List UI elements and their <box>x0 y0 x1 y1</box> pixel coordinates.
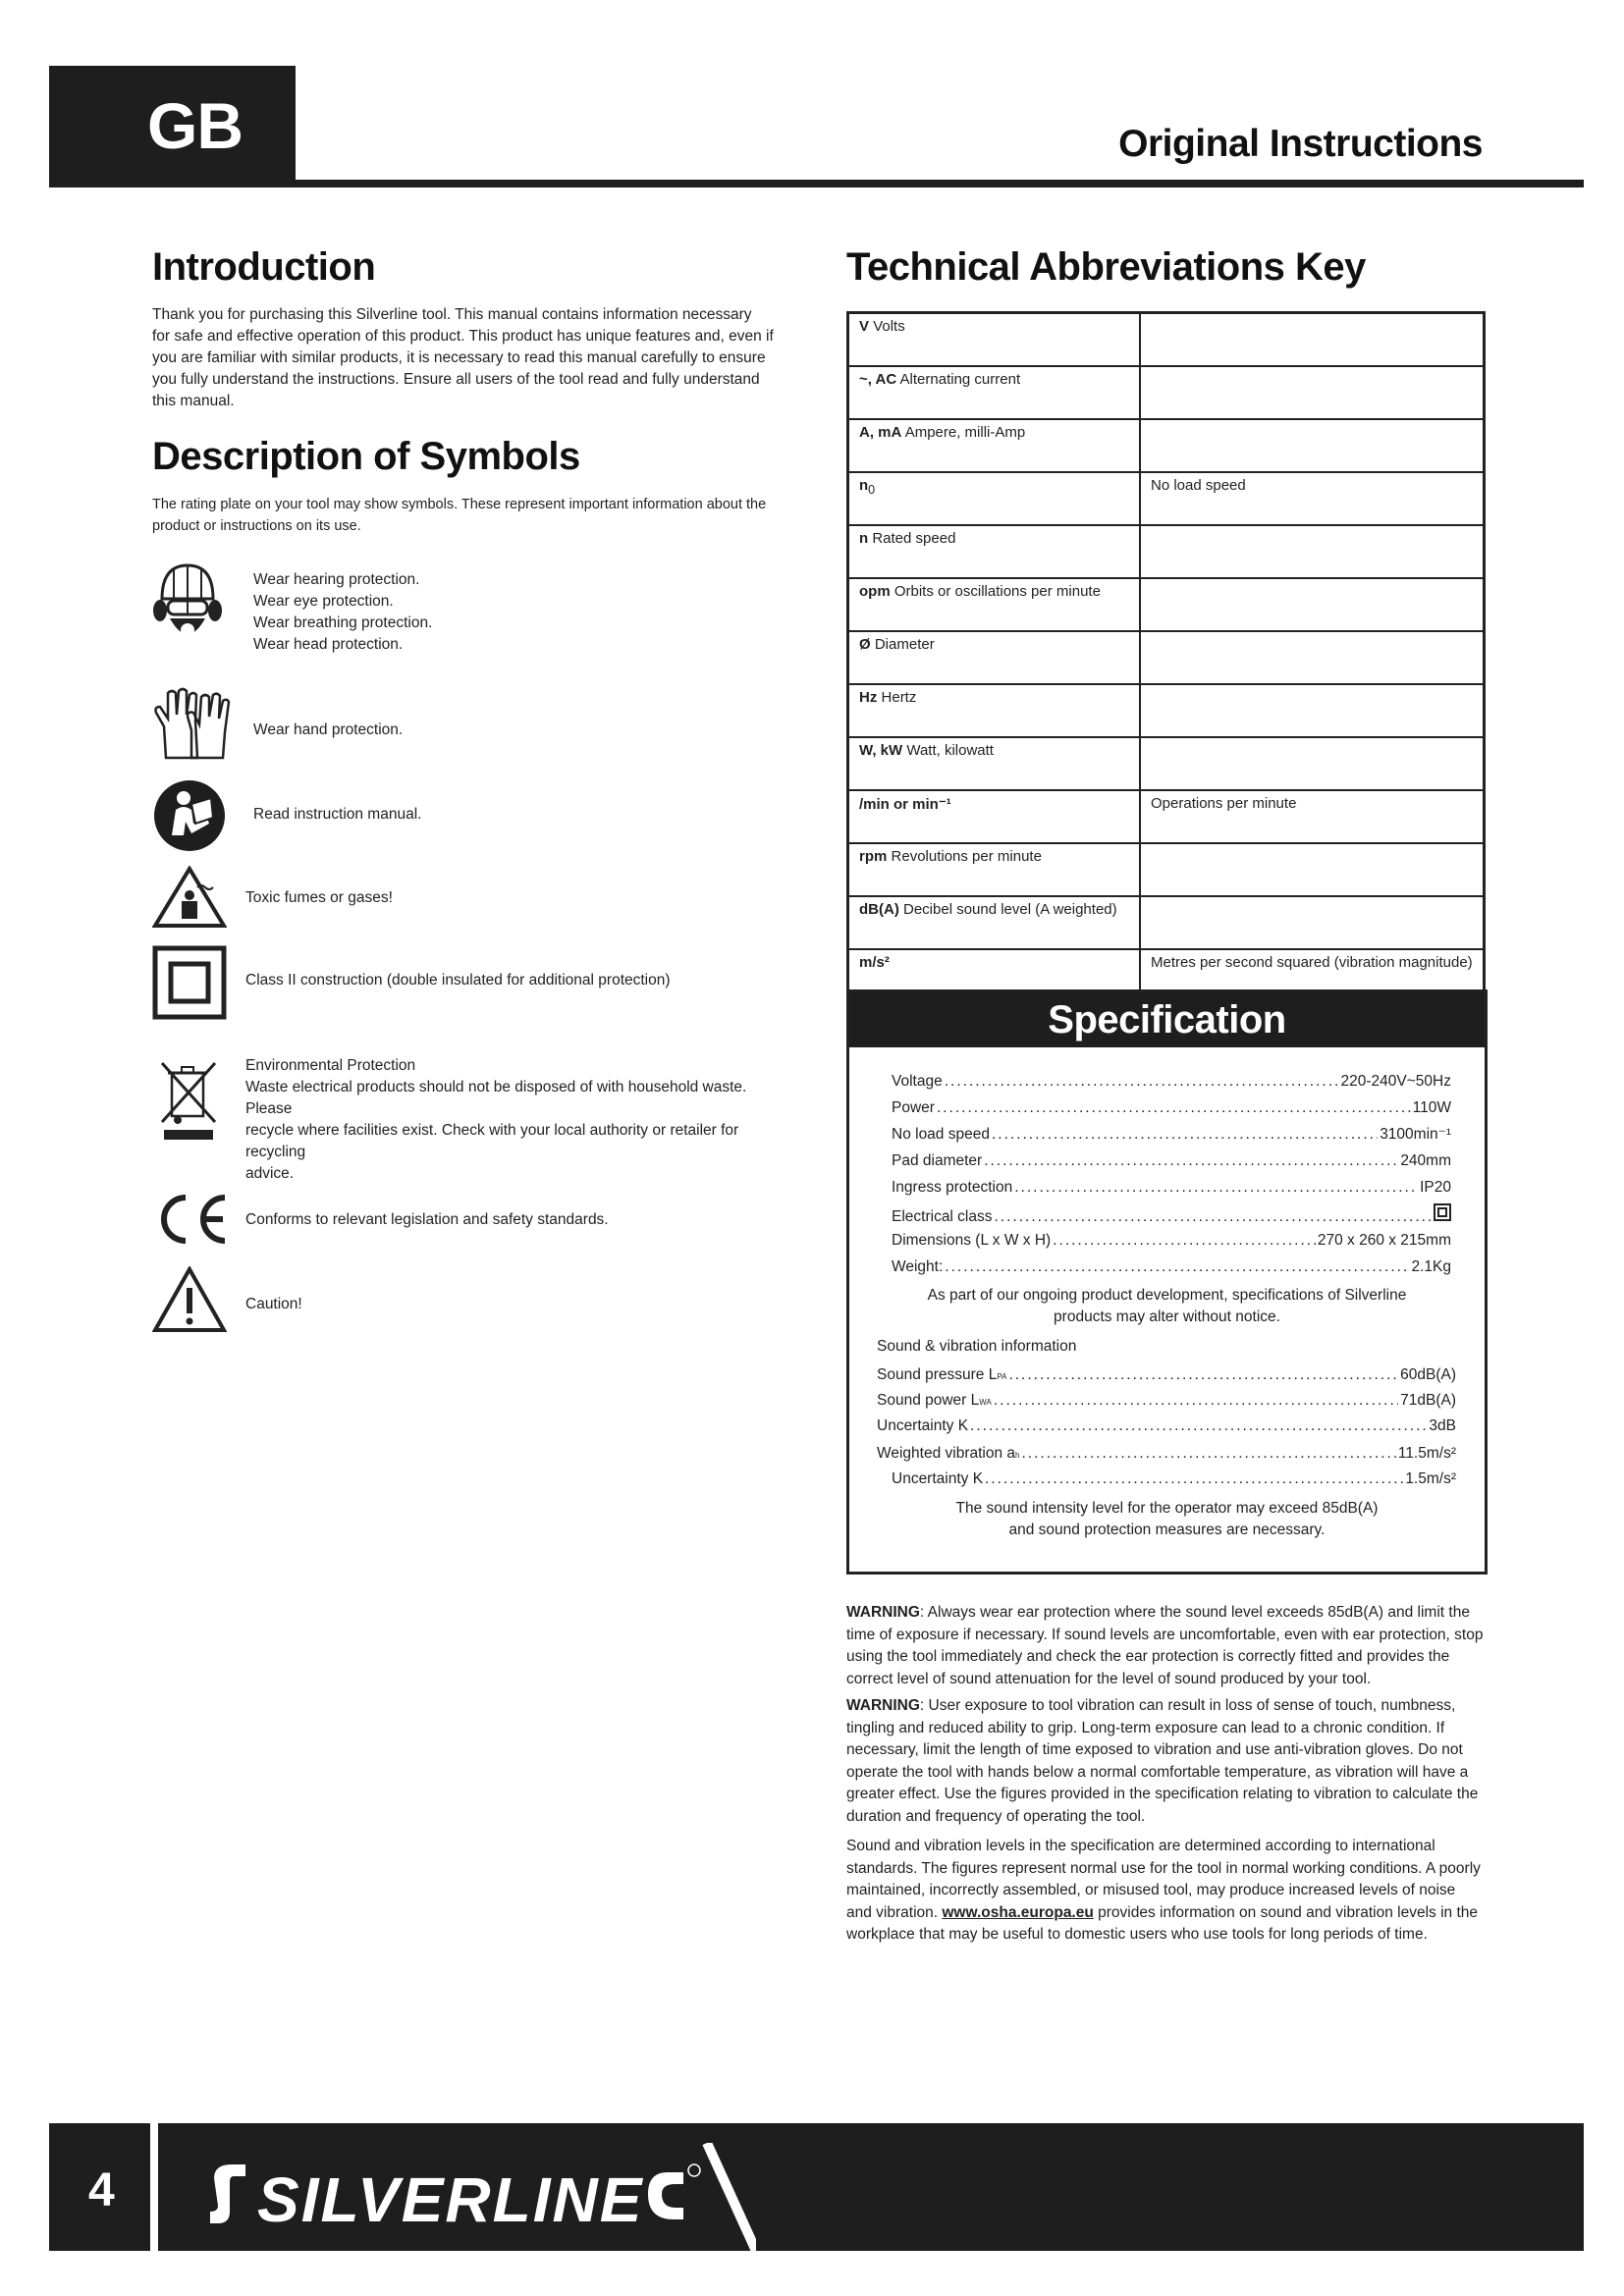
symbol-row-ppe <box>152 560 781 653</box>
symbol-gloves-text: Wear hand protection. <box>253 721 404 738</box>
table-row: Ø Diameter <box>848 631 1485 684</box>
sound-vibration-info: Sound and vibration levels in the specification are determined according to international standards. The figures represent normal use for the tool in normal working conditions. A poorly maintained, incorrectly assembled, or misused tool, may produce increased levels of noise and vibration. www.osha.europa.eu provides information on sound and vibration levels in the workplace that may be useful to domestic users who use tools for long periods of time. <box>846 1838 1481 1943</box>
svg-text:SILVERLINE: SILVERLINE <box>257 2164 644 2235</box>
sound-row: Sound pressure L PA ..... 60dB(A) <box>877 1364 1456 1388</box>
ppe-head-icon <box>152 560 223 648</box>
table-row: rpm Revolutions per minute <box>848 843 1485 896</box>
sound-row: Sound power L WA ..... 71dB(A) <box>877 1390 1456 1414</box>
symbols-heading: Description of Symbols <box>152 435 580 478</box>
symbol-row-toxic <box>152 866 781 936</box>
sound-row: Weighted vibration a h ..... 11.5m/s² <box>877 1443 1456 1467</box>
symbol-row-weee <box>152 1055 781 1182</box>
spec-row: Voltage ..... 220-240V~50Hz <box>892 1071 1451 1093</box>
sound-row: Uncertainty K ..... 1.5m/s² <box>892 1468 1456 1490</box>
spec-row: Power ..... 110W <box>892 1097 1451 1119</box>
specification-heading: Specification <box>849 992 1485 1047</box>
symbol-manual-text: Read instruction manual. <box>253 806 422 823</box>
symbol-row-manual <box>152 778 781 857</box>
osha-link[interactable]: www.osha.europa.eu <box>942 1903 1094 1921</box>
symbols-intro: The rating plate on your tool may show symbols. These represent important information about the product or instructions on its use. <box>152 497 767 534</box>
symbol-weee-text: Environmental Protection Waste electrical products should not be disposed of with household waste. Please recycle where facilities exist. Check with your local authority or retailer for recycling advice. <box>245 1057 747 1182</box>
ce-mark-icon <box>152 1190 231 1249</box>
page-number: 4 <box>88 2164 115 2216</box>
spec-row: Weight: ..... 2.1Kg <box>892 1256 1451 1278</box>
abbreviations-heading: Technical Abbreviations Key <box>846 245 1366 289</box>
weee-bin-icon <box>152 1055 227 1144</box>
introduction-heading: Introduction <box>152 245 376 289</box>
table-row: ~, AC Alternating current <box>848 366 1485 419</box>
sound-note: The sound intensity level for the operator may exceed 85dB(A) and sound protection measures are necessary. <box>955 1500 1379 1538</box>
spec-row: Pad diameter ..... 240mm <box>892 1150 1451 1172</box>
table-row: m/s² Metres per second squared (vibration magnitude) <box>848 949 1485 1003</box>
class-ii-icon <box>152 945 227 1020</box>
symbol-caution-text: Caution! <box>245 1296 302 1312</box>
read-manual-icon <box>152 778 227 853</box>
table-row: W, kW Watt, kilowatt <box>848 737 1485 790</box>
table-row: /min or min⁻¹ Operations per minute <box>848 790 1485 843</box>
table-row: n Rated speed <box>848 525 1485 578</box>
silverline-logo <box>206 2143 756 2251</box>
caution-icon <box>152 1266 227 1333</box>
class-ii-small-icon <box>1434 1203 1451 1221</box>
symbol-row-ce <box>152 1190 781 1258</box>
spec-row: No load speed ..... 3100min⁻¹ <box>892 1124 1451 1146</box>
table-row: V Volts <box>848 313 1485 367</box>
sound-heading: Sound & vibration information <box>877 1338 1077 1355</box>
spec-note: As part of our ongoing product development, specifications of Silverline products may alter without notice. <box>927 1287 1407 1325</box>
sound-row: Uncertainty K ..... 3dB <box>877 1415 1456 1437</box>
symbol-class-ii-text: Class II construction (double insulated for additional protection) <box>245 972 671 988</box>
warning-ear: WARNING: Always wear ear protection where the sound level exceeds 85dB(A) and limit the time of exposure if necessary. If sound levels are uncomfortable, even with ear protection, stop using the tool immediately and check the ear protection is correctly fitted and provides the correct level of sound attenuation for the level of sound produced by your tool. <box>846 1604 1484 1687</box>
specification-box <box>846 989 1488 1575</box>
symbol-ce-text: Conforms to relevant legislation and safety standards. <box>245 1211 609 1228</box>
spec-row: Ingress protection ..... IP20 <box>892 1177 1451 1199</box>
footer-separator <box>150 2123 158 2251</box>
table-row: Hz Hertz <box>848 684 1485 737</box>
abbreviations-table <box>846 311 1486 1004</box>
header-rule <box>49 180 1584 187</box>
introduction-text: Thank you for purchasing this Silverline tool. This manual contains information necessary for safe and effective operation of this product. This product has unique features and, even if you are familiar with similar products, it is necessary to read this manual carefully to ensure you fully understand the instructions. Ensure all users of the tool read and fully understand this manual. <box>152 306 774 409</box>
table-row: $n_0$ No load speed <box>848 472 1485 525</box>
spec-row: Electrical class ..... <box>892 1203 1451 1228</box>
symbol-ppe-text: Wear hearing protection. Wear eye protection. Wear breathing protection. Wear head protection. <box>253 571 433 653</box>
warning-vibration: WARNING: User exposure to tool vibration can result in loss of sense of touch, numbness, tingling and reduced ability to grip. Long-term exposure can lead to a chronic condition. If necessary, limit the length of time exposed to vibration and use anti-vibration gloves. Do not operate the tool with hands below a normal comfortable temperature, as vibration will have a greater effect. Use the figures provided in the specification relating to vibration to calculate the duration and frequency of operating the tool. <box>846 1697 1479 1825</box>
symbol-row-class-ii <box>152 945 781 1024</box>
language-code: GB <box>147 89 243 162</box>
toxic-fumes-icon <box>152 866 227 929</box>
spec-row: Dimensions (L x W x H) ..... 270 x 260 x 215mm <box>892 1230 1451 1252</box>
page-header-title: Original Instructions <box>1118 123 1483 165</box>
symbol-row-caution <box>152 1266 781 1340</box>
gloves-icon <box>152 687 233 764</box>
table-row: opm Orbits or oscillations per minute <box>848 578 1485 631</box>
table-row: dB(A) Decibel sound level (A weighted) <box>848 896 1485 949</box>
table-row: A, mA Ampere, milli-Amp <box>848 419 1485 472</box>
symbol-row-gloves <box>152 687 781 766</box>
symbol-toxic-text: Toxic fumes or gases! <box>245 889 393 906</box>
